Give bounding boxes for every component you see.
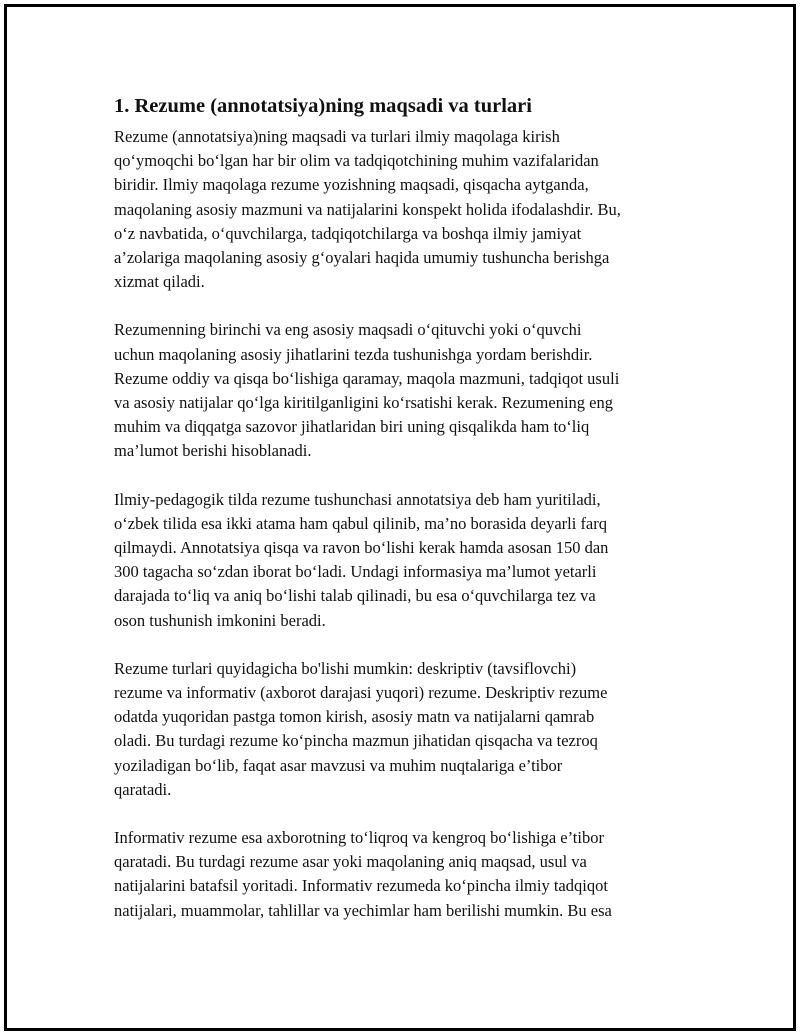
text-line: muhim va diqqatga sazovor jihatlaridan biri uning qisqalikda ham to‘liq [114, 417, 590, 437]
text-line: natijalari, muammolar, tahlillar va yechimlar ham berilishi mumkin. Bu esa [114, 900, 612, 920]
text-line: biridir. Ilmiy maqolaga rezume yozishning maqsadi, qisqacha aytganda, [114, 175, 589, 195]
paragraph [114, 488, 704, 633]
text-line: Rezume oddiy va qisqa bo‘lishiga qaramay, maqola mazmuni, tadqiqot usuli [114, 368, 620, 388]
text-line: ma’lumot berishi hisoblanadi. [114, 441, 312, 461]
text-line: qaratadi. [114, 779, 172, 799]
text-line: Informativ rezume esa axborotning to‘liqroq va kengroq bo‘lishiga e’tibor [114, 828, 604, 848]
text-line: yoziladigan bo‘lib, faqat asar mavzusi va muhim nuqtalariga e’tibor [114, 755, 563, 775]
paragraph [114, 657, 704, 802]
section-heading: 1. Rezume (annotatsiya)ning maqsadi va turlari [114, 95, 532, 117]
text-line: xizmat qiladi. [114, 272, 205, 292]
paragraph [114, 826, 704, 923]
text-line: Rezumenning birinchi va eng asosiy maqsadi o‘qituvchi yoki o‘quvchi [114, 320, 582, 340]
paragraph [114, 318, 704, 463]
text-line: Ilmiy-pedagogik tilda rezume tushunchasi annotatsiya deb ham yuritiladi, [114, 489, 601, 509]
text-line: qaratadi. Bu turdagi rezume asar yoki maqolaning aniq maqsad, usul va [114, 852, 587, 872]
text-line: Rezume (annotatsiya)ning maqsadi va turlari ilmiy maqolaga kirish [114, 127, 560, 146]
text-line: Rezume turlari quyidagicha bo'lishi mumkin: deskriptiv (tavsiflovchi) [114, 658, 577, 678]
text-line: qilmaydi. Annotatsiya qisqa va ravon bo‘lishi kerak hamda asosan 150 dan [114, 538, 609, 558]
text-line: 300 tagacha so‘zdan iborat bo‘ladi. Undagi informasiya ma’lumot yetarli [114, 562, 597, 582]
text-line: maqolaning asosiy mazmuni va natijalarini konspekt holida ifodalashdir. Bu, [114, 199, 621, 219]
text-line: rezume va informativ (axborot darajasi yuqori) rezume. Deskriptiv rezume [114, 683, 608, 703]
text-line: darajada to‘liq va aniq bo‘lishi talab qilinadi, bu esa o‘quvchilarga tez va [114, 586, 596, 606]
text-line: odatda yuqoridan pastga tomon kirish, asosiy matn va natijalarni qamrab [114, 707, 595, 727]
text-line: qo‘ymoqchi bo‘lgan har bir olim va tadqiqotchining muhim vazifalaridan [114, 151, 599, 171]
text-line: oson tushunish imkonini beradi. [114, 610, 326, 630]
paragraph [114, 125, 704, 294]
text-line: oladi. Bu turdagi rezume ko‘pincha mazmun jihatidan qisqacha va tezroq [114, 731, 598, 751]
text-line: o‘zbek tilida esa ikki atama ham qabul qilinib, ma’no borasida deyarli farq [114, 513, 608, 533]
text-line: va asosiy natijalar qo‘lga kiritilganligini ko‘rsatishi kerak. Rezumening eng [114, 393, 613, 413]
text-line: natijalarini batafsil yoritadi. Informativ rezumeda ko‘pincha ilmiy tadqiqot [114, 876, 608, 896]
paragraphs-container [114, 125, 704, 923]
text-line: uchun maqolaning asosiy jihatlarini tezda tushunishga yordam berishdir. [114, 344, 593, 364]
document-body [114, 92, 704, 947]
text-line: o‘z navbatida, o‘quvchilarga, tadqiqotchilarga va boshqa ilmiy jamiyat [114, 223, 582, 243]
text-line: a’zolariga maqolaning asosiy g‘oyalari haqida umumiy tushuncha berishga [114, 248, 610, 268]
